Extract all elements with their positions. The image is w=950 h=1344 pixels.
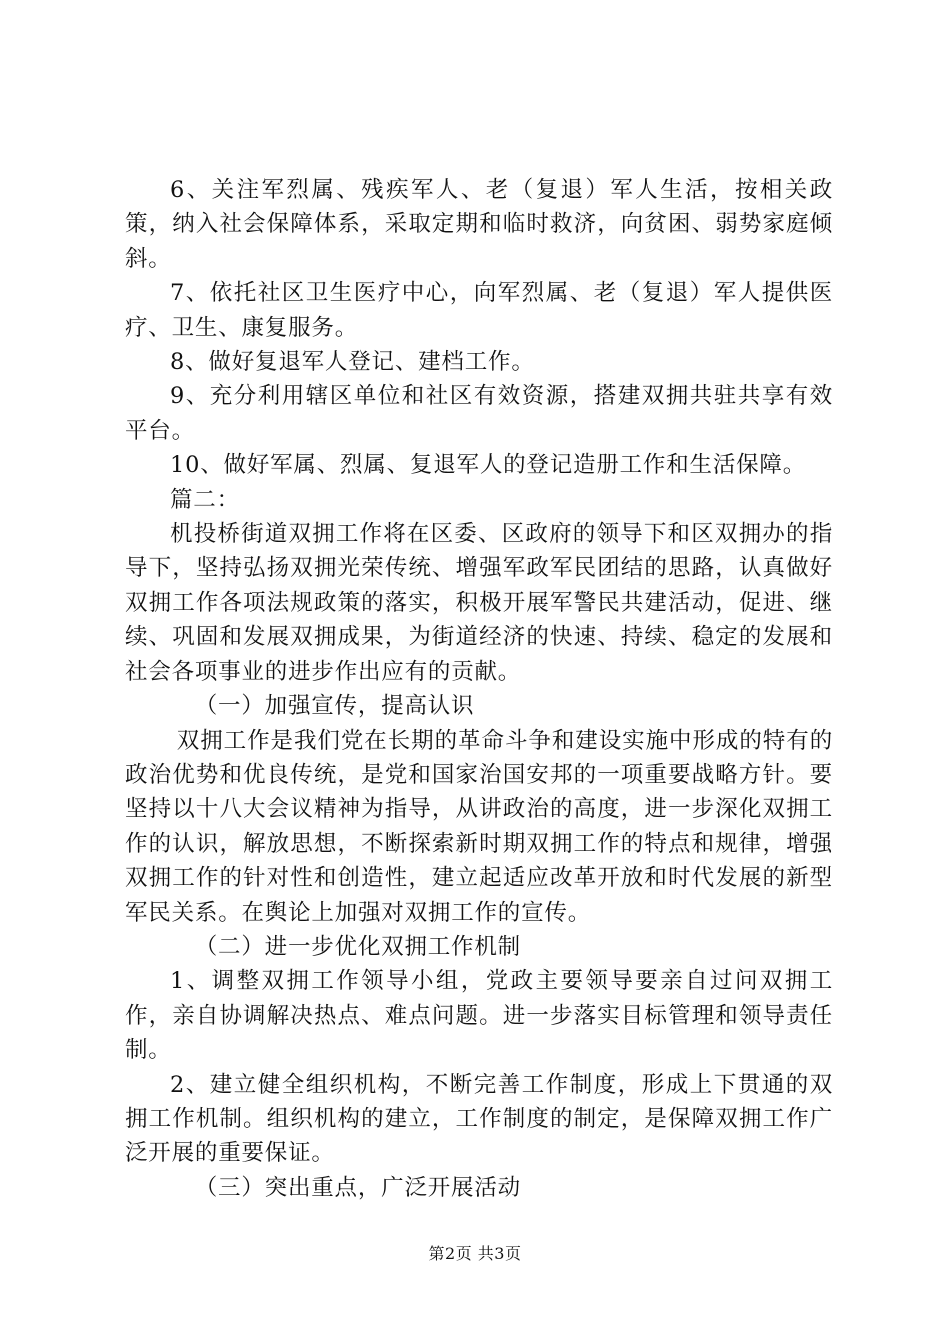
paragraph: 机投桥街道双拥工作将在区委、区政府的领导下和区双拥办的指导下，坚持弘扬双拥光荣传统、增强军政军民团结的思路，认真做好双拥工作各项法规政策的落实，积极开展军警民共建活动，促进、继续、巩固和发展双拥成果，为街道经济的快速、持续、稳定的发展和社会各项事业的进步作出应有的贡献。 [125,521,833,685]
paragraph: 双拥工作是我们党在长期的革命斗争和建设实施中形成的特有的政治优势和优良传统，是党和国家治国安邦的一项重要战略方针。要坚持以十八大会议精神为指导，从讲政治的高度，进一步深化双拥工作的认识，解放思想，不断探索新时期双拥工作的特点和规律，增强双拥工作的针对性和创造性，建立起适应改革开放和时代发展的新型军民关系。在舆论上加强对双拥工作的宣传。 [125,727,833,926]
paragraph: 2、建立健全组织机构，不断完善工作制度，形成上下贯通的双拥工作机制。组织机构的建立，工作制度的制定，是保障双拥工作广泛开展的重要保证。 [125,1071,833,1167]
page-footer: 第2页 共3页 [428,1244,522,1263]
paragraph: 8、做好复退军人登记、建档工作。 [170,349,535,376]
paragraph: （三）突出重点，广泛开展活动 [194,1174,521,1201]
paragraph: 9、充分利用辖区单位和社区有效资源，搭建双拥共驻共享有效平台。 [125,383,833,444]
paragraph: 1、调整双拥工作领导小组，党政主要领导要亲自过问双拥工作，亲自协调解决热点、难点问题。进一步落实目标管理和领导责任制。 [125,968,833,1064]
paragraph: （一）加强宣传，提高认识 [194,693,475,720]
paragraph: （二）进一步优化双拥工作机制 [194,933,521,960]
document-body [125,173,833,1205]
paragraph: 篇二： [170,486,240,513]
paragraph: 10、做好军属、烈属、复退军人的登记造册工作和生活保障。 [170,452,807,479]
paragraph: 7、依托社区卫生医疗中心，向军烈属、老（复退）军人提供医疗、卫生、康复服务。 [125,280,833,341]
paragraph: 6、关注军烈属、残疾军人、老（复退）军人生活，按相关政策，纳入社会保障体系，采取定期和临时救济，向贫困、弱势家庭倾斜。 [125,177,833,272]
